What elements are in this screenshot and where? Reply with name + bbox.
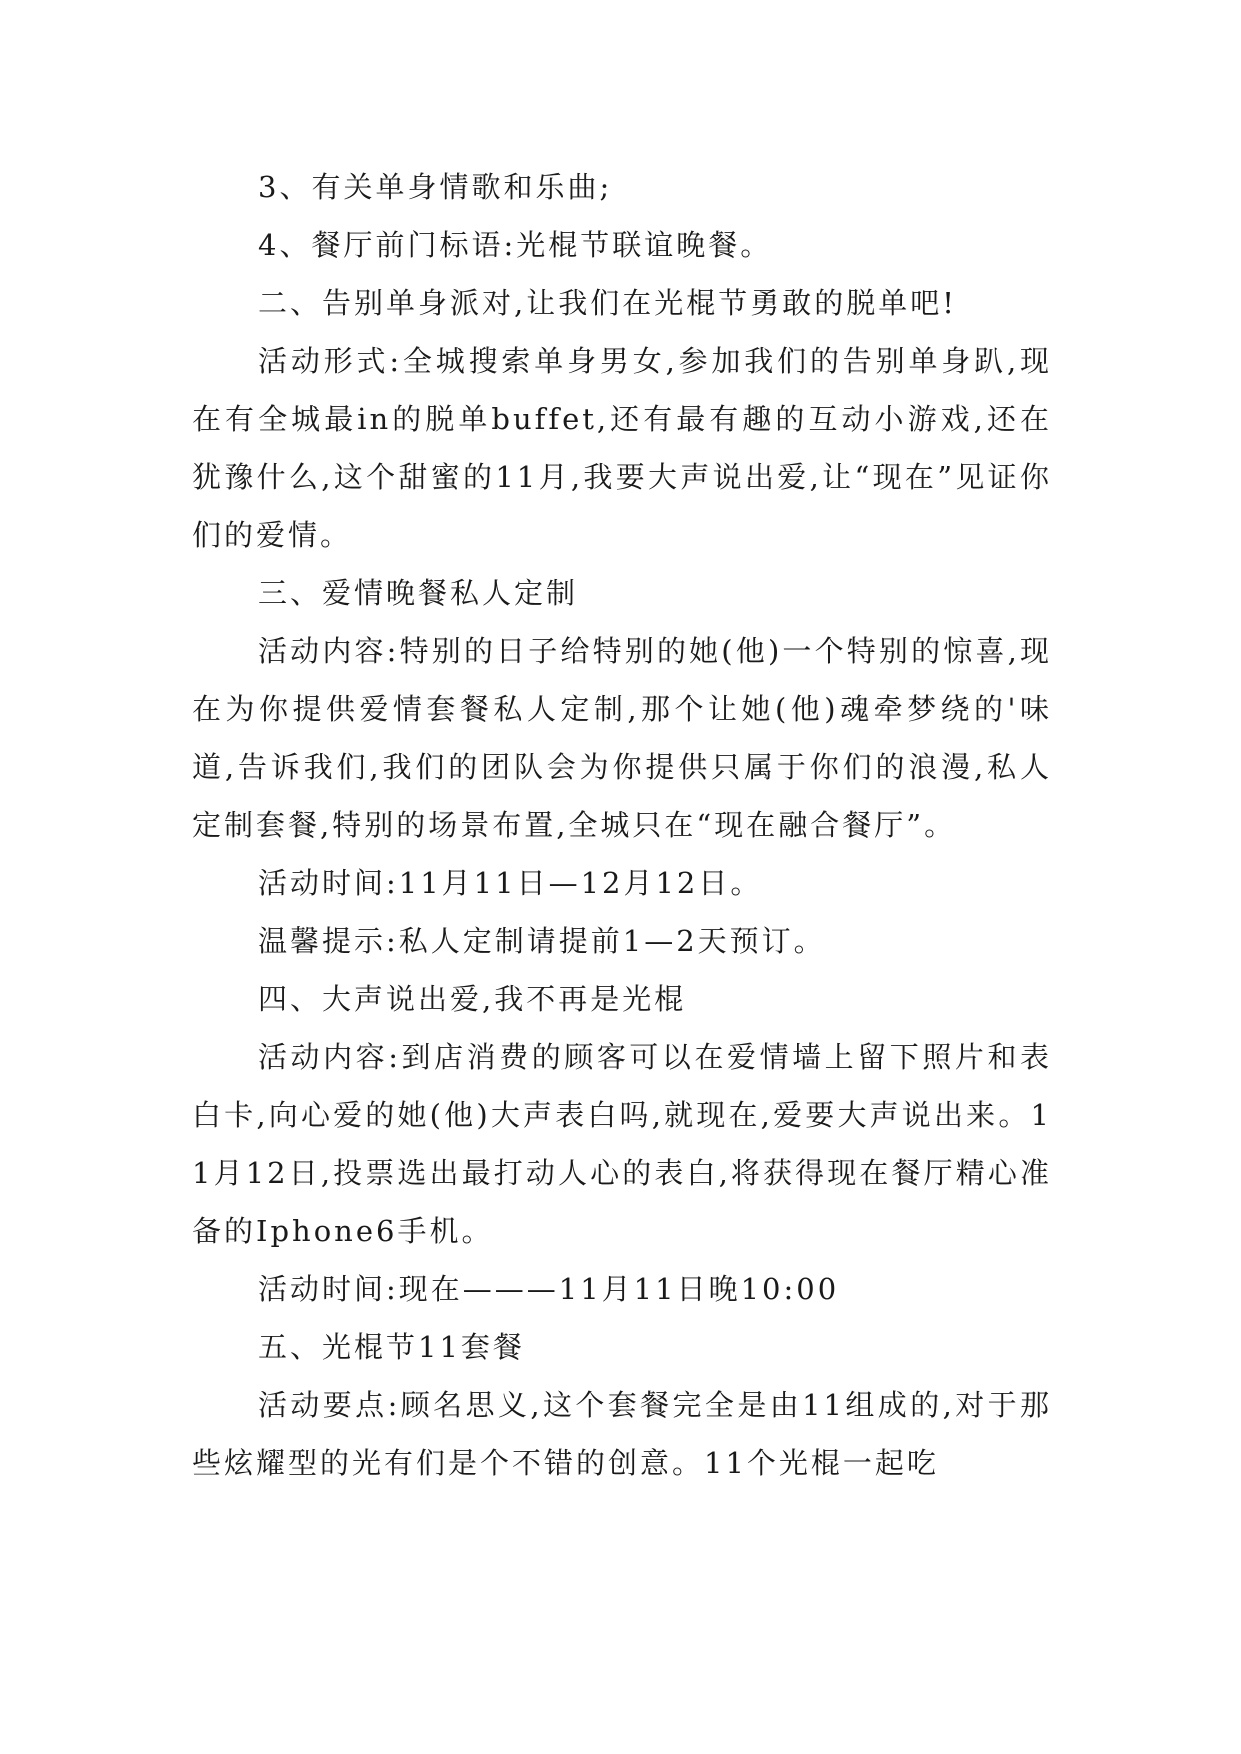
section-heading-4: 四、大声说出爱,我不再是光棍 (258, 982, 687, 1016)
paragraph-activity-content-3: 活动内容:特别的日子给特别的她(他)一个特别的惊喜,现在为你提供爱情套餐私人定制,那个让她(他)魂牵梦绕的'味道,告诉我们,我们的团队会为你提供只属于你们的浪漫,私人定制套餐,特别的场景布置,全城只在“现在融合餐厅”。 (192, 634, 1052, 842)
paragraph-activity-form: 活动形式:全城搜索单身男女,参加我们的告别单身趴,现在有全城最in的脱单buffet,还有最有趣的互动小游戏,还在犹豫什么,这个甜蜜的11月,我要大声说出爱,让“现在”见证你们的爱情。 (192, 344, 1052, 552)
paragraph-activity-points-5: 活动要点:顾名思义,这个套餐完全是由11组成的,对于那些炫耀型的光有们是个不错的创意。11个光棍一起吃 (192, 1388, 1053, 1480)
paragraph-activity-time-3: 活动时间:11月11日—12月12日。 (258, 866, 763, 900)
paragraph-item-3: 3、有关单身情歌和乐曲; (258, 170, 613, 204)
paragraph-item-4: 4、餐厅前门标语:光棍节联谊晚餐。 (258, 228, 773, 262)
section-heading-2: 二、告别单身派对,让我们在光棍节勇敢的脱单吧! (258, 286, 957, 320)
section-heading-5: 五、光棍节11套餐 (258, 1330, 525, 1364)
paragraph-reminder: 温馨提示:私人定制请提前1—2天预订。 (258, 924, 826, 958)
paragraph-activity-content-4: 活动内容:到店消费的顾客可以在爱情墙上留下照片和表白卡,向心爱的她(他)大声表白吗,就现在,爱要大声说出来。11月12日,投票选出最打动人心的表白,将获得现在餐厅精心准备的Iphone6手机。 (192, 1040, 1052, 1248)
paragraph-activity-time-4: 活动时间:现在———11月11日晚10:00 (258, 1272, 840, 1306)
document-body (192, 158, 1052, 1492)
section-heading-3: 三、爱情晚餐私人定制 (258, 576, 579, 610)
